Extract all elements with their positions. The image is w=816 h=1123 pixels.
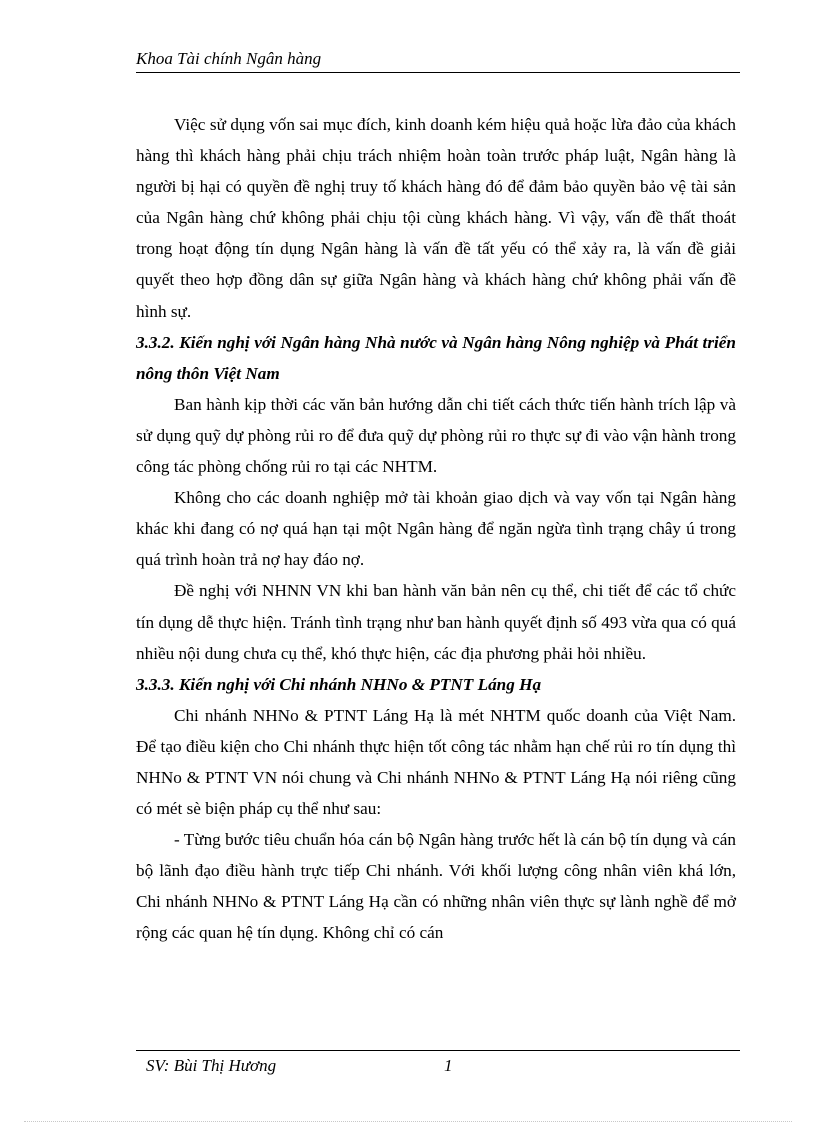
paragraph-overdue-debt: Không cho các doanh nghiệp mở tài khoản giao dịch và vay vốn tại Ngân hàng khác khi đang có nợ quá hạn tại một Ngân hàng để ngăn ngừa tình trạng chây ú trong quá trình hoàn trả nợ hay đáo nợ. (136, 488, 736, 570)
section-heading-3-3-2: 3.3.2. Kiến nghị với Ngân hàng Nhà nước và Ngân hàng Nông nghiệp và Phát triển nông thôn Việt Nam (136, 332, 736, 383)
paragraph-sbv-regulations: Đề nghị với NHNN VN khi ban hành văn bản nên cụ thể, chi tiết để các tổ chức tín dụng dễ thực hiện. Tránh tình trạng như ban hành quyết định số 493 vừa qua có quá nhiều nội dung chưa cụ thể, khó thực hiện, các địa phương phải hỏi nhiều. (136, 581, 736, 663)
document-body (136, 109, 736, 949)
paragraph-fraud-liability: Việc sử dụng vốn sai mục đích, kinh doanh kém hiệu quả hoặc lừa đảo của khách hàng thì khách hàng phải chịu trách nhiệm hoàn toàn trước pháp luật, Ngân hàng là người bị hại có quyền đề nghị truy tố khách hàng đó để đảm bảo quyền bảo vệ tài sản của Ngân hàng chứ không phải chịu tội cùng khách hàng. Vì vậy, vấn đề thất thoát trong hoạt động tín dụng Ngân hàng là vấn đề tất yếu có thể xảy ra, là vấn đề giải quyết theo hợp đồng dân sự giữa Ngân hàng và khách hàng chứ không phải vấn đề hình sự. (136, 115, 736, 321)
footer-author: SV: Bùi Thị Hương (146, 1056, 277, 1075)
paragraph-staff-standardization: - Từng bước tiêu chuẩn hóa cán bộ Ngân hàng trước hết là cán bộ tín dụng và cán bộ lãnh đạo điều hành trực tiếp Chi nhánh. Với khối lượng công nhân viên khá lớn, Chi nhánh NHNo & PTNT Láng Hạ cần có những nhân viên thực sự lành nghề để mở rộng các quan hệ tín dụng. Không chỉ có cán (136, 830, 736, 943)
paragraph-provision-fund: Ban hành kịp thời các văn bản hướng dẫn chi tiết cách thức tiến hành trích lập và sử dụng quỹ dự phòng rủi ro để đưa quỹ dự phòng rủi ro thực sự đi vào vận hành trong công tác phòng chống rủi ro tại các NHTM. (136, 394, 736, 477)
paragraph-branch-intro: Chi nhánh NHNo & PTNT Láng Hạ là mét NHTM quốc doanh của Việt Nam. Để tạo điều kiện cho Chi nhánh thực hiện tốt công tác nhằm hạn chế rủi ro tín dụng thì NHNo & PTNT VN nói chung và Chi nhánh NHNo & PTNT Láng Hạ nói riêng cũng có mét sè biện pháp cụ thể như sau: (136, 705, 736, 819)
page-boundary-divider (24, 1121, 792, 1122)
page-footer (136, 1050, 740, 1081)
header-title: Khoa Tài chính Ngân hàng (136, 49, 322, 68)
page-number: 1 (444, 1056, 453, 1075)
page-header (136, 48, 740, 73)
section-heading-3-3-3: 3.3.3. Kiến nghị với Chi nhánh NHNo & PTNT Láng Hạ (136, 674, 542, 694)
